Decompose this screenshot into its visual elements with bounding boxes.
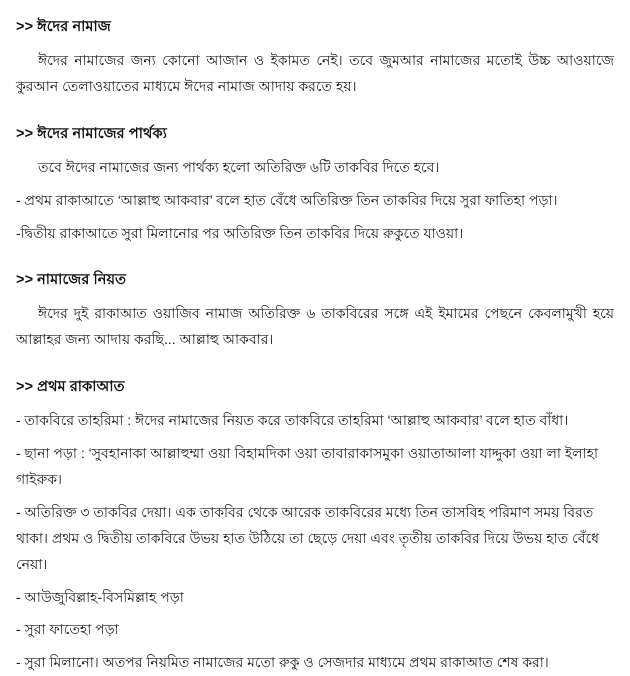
spacer xyxy=(16,360,614,370)
list-item: - অতিরিক্ত ৩ তাকবির দেয়া। এক তাকবির থেকে আরেক তাকবিরের মধ্যে তিন তাসবিহ পরিমাণ সময় বিরত থাকা। প্রথম ও দ্বিতীয় তাকবিরে উভয় হাত উঠিয়ে তা ছেড়ে দেয়া এবং তৃতীয় তাকবির দিয়ে উভয় হাত বেঁধে নেয়া। xyxy=(16,503,599,572)
section-eider-namajer-parthokko xyxy=(16,123,614,247)
list-item: - সুরা ফাতেহা পড়া xyxy=(16,621,119,638)
section-eider-namaz xyxy=(16,16,614,100)
paragraph: তবে ঈদের নামাজের জন্য পার্থক্য হলো অতিরিক্ত ৬টি তাকবির দিতে হবে। xyxy=(38,158,440,175)
heading-marker: >> xyxy=(16,379,34,396)
list-item: - তাকবিরে তাহরিমা : ঈদের নামাজের নিয়ত করে তাকবিরে তাহরিমা ‘আল্লাহু আকবার’ বলে হাত বাঁধা। xyxy=(16,412,569,429)
section-prothom-rakaat xyxy=(16,376,614,676)
spacer xyxy=(16,253,614,263)
spacer xyxy=(16,107,614,117)
section-heading xyxy=(16,269,614,293)
paragraph: ঈদের দুই রাকাআত ওয়াজিব নামাজ অতিরিক্ত ৬ তাকবিরের সঙ্গে এই ইমামের পেছনে কেবলামুখী হয়ে আল্লাহর জন্য আদায় করছি... আল্লাহু আকবার। xyxy=(16,305,614,348)
heading-text: ঈদের নামাজ xyxy=(37,19,111,35)
heading-marker: >> xyxy=(16,19,34,35)
section-heading xyxy=(16,16,614,40)
section-heading xyxy=(16,376,614,400)
list-item: - প্রথম রাকাআতে ‘আল্লাহু আকবার’ বলে হাত বেঁধে অতিরিক্ত তিন তাকবির দিয়ে সুরা ফাতিহা পড়া। xyxy=(16,191,558,208)
section-namajer-niyot xyxy=(16,269,614,353)
list-item: - সুরা মিলানো। অতপর নিয়মিত নামাজের মতো রুকু ও সেজদার মাধ্যমে প্রথম রাকাআত শেষ করা। xyxy=(16,654,549,671)
heading-marker: >> xyxy=(16,272,34,289)
list-item: - ছানা পড়া : ‘সুবহানাকা আল্লাহুম্মা ওয়া বিহামদিকা ওয়া তাবারাকাসমুকা ওয়াতাআলা যাদ্দুকা ওয়া লা ইলাহা গাইরুক। xyxy=(16,445,599,488)
list-item: -দ্বিতীয় রাকাআতে সুরা মিলানোর পর অতিরিক্ত তিন তাকবির দিয়ে রুকুতে যাওয়া। xyxy=(16,224,464,241)
heading-marker: >> xyxy=(16,125,34,142)
list-item: - আউজুবিল্লাহ-বিসমিল্লাহ পড়া xyxy=(16,588,184,605)
heading-text: প্রথম রাকাআত xyxy=(37,379,125,396)
paragraph: ঈদের নামাজের জন্য কোনো আজান ও ইকামত নেই। তবে জুমআর নামাজের মতোই উচ্চ আওয়াজে কুরআন তেলাওয়াতের মাধ্যমে ঈদের নামাজ আদায় করতে হয়। xyxy=(16,52,614,94)
section-heading xyxy=(16,123,614,147)
heading-text: ঈদের নামাজের পার্থক্য xyxy=(37,125,167,142)
heading-text: নামাজের নিয়ত xyxy=(37,272,127,289)
